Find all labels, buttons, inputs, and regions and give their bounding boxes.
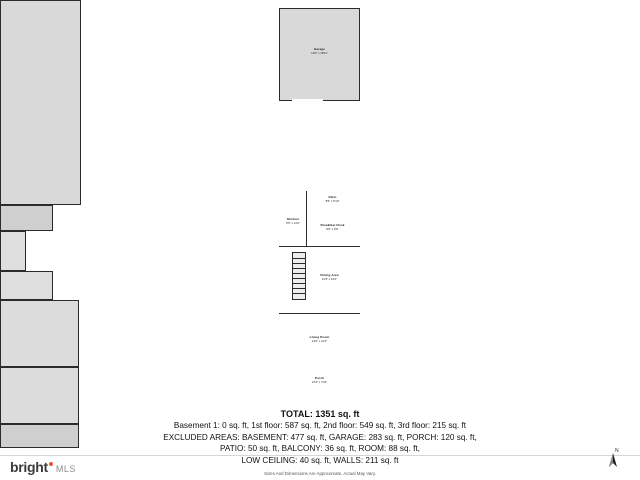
room-label-porch: Porch 13'4" x 7'10": [311, 376, 328, 384]
brand-dot-icon: [49, 462, 53, 466]
garage-door-opening: [292, 99, 323, 102]
compass-icon: [602, 449, 624, 471]
floor-breakdown: Basement 1: 0 sq. ft, 1st floor: 587 sq. ft, 2nd floor: 549 sq. ft, 3rd floor: 215 sq. ft: [173, 421, 467, 430]
room-label-kitchen: Kitchen 5'6" x 14'2": [286, 217, 300, 225]
disclaimer-text: Sizes And Dimensions Are Approximate, Actual May Vary.: [264, 471, 376, 476]
brightmls-logo: [10, 459, 76, 475]
room-dining-area: [0, 300, 79, 367]
room-patio: [0, 205, 53, 231]
footer-divider: [0, 455, 640, 456]
brand-name: bright: [10, 459, 48, 475]
room-label-garage: Garage 13'0" x 18'11": [311, 47, 328, 55]
interior-wall: [279, 246, 360, 247]
interior-wall: [306, 191, 307, 246]
compass-north-label: N: [615, 448, 619, 454]
excluded-areas-line-1: EXCLUDED AREAS: BASEMENT: 477 sq. ft, GARAGE: 283 sq. ft, PORCH: 120 sq. ft,: [163, 432, 477, 442]
excluded-areas-line-3: LOW CEILING: 40 sq. ft, WALLS: 211 sq. ft: [241, 455, 399, 465]
staircase: [292, 252, 306, 300]
excluded-areas-line-2: PATIO: 50 sq. ft, BALCONY: 36 sq. ft, ROOM: 88 sq. ft,: [220, 444, 420, 453]
room-label-patio: Patio 8'6" x 5'10": [325, 195, 340, 203]
interior-wall: [279, 313, 360, 314]
area-summary: [0, 409, 640, 476]
house-outline: [0, 0, 81, 205]
room-breakfast-nook: [0, 271, 53, 300]
room-label-breakfast-nook: Breakfast Nook 8'6" x 6'9": [320, 223, 345, 231]
brand-suffix: MLS: [55, 464, 76, 474]
total-area: TOTAL: 1351 sq. ft: [280, 409, 360, 419]
room-label-dining-area: Dining Area 11'9" x 13'2": [320, 273, 339, 281]
room-kitchen: [0, 231, 26, 271]
room-label-living-room: Living Room 13'0" x 12'4": [309, 335, 330, 343]
